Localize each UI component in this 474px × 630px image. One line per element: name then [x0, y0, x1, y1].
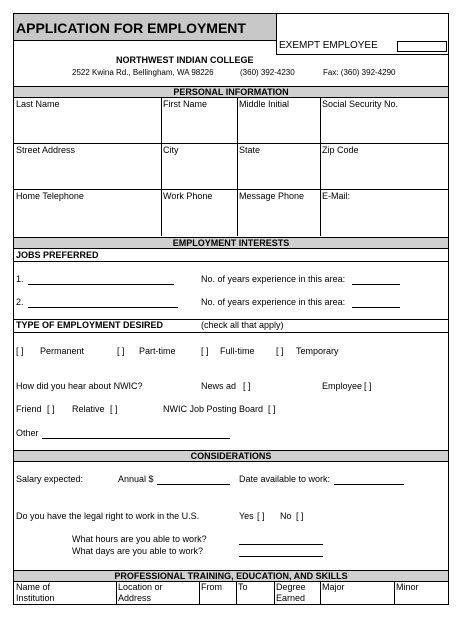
salary-label: Salary expected: [16, 474, 84, 484]
ssn-field[interactable]: Social Security No. [322, 99, 399, 109]
days-field[interactable] [239, 556, 323, 557]
temporary-label: Temporary [296, 346, 339, 356]
job-2-field[interactable] [28, 307, 178, 308]
exempt-checkbox[interactable] [397, 41, 447, 52]
job-2-years-field[interactable] [352, 307, 400, 308]
relative-checkbox[interactable]: [ ] [110, 404, 118, 414]
street-address-field[interactable]: Street Address [16, 145, 76, 155]
check-all-note: (check all that apply) [201, 320, 284, 330]
col-institution: Name of Institution [16, 582, 55, 603]
col-to: To [238, 582, 248, 592]
last-name-field[interactable]: Last Name [16, 99, 60, 109]
yes-label: Yes [239, 511, 254, 521]
friend-checkbox[interactable]: [ ] [47, 404, 55, 414]
friend-label: Friend [16, 404, 42, 414]
job-1-label: 1. [16, 274, 24, 284]
message-phone-field[interactable]: Message Phone [239, 191, 305, 201]
hours-label: What hours are you able to work? [72, 534, 207, 544]
permanent-label: Permanent [40, 346, 85, 356]
job-posting-label: NWIC Job Posting Board [163, 404, 264, 414]
job-1-years-field[interactable] [352, 284, 400, 285]
legal-right-label: Do you have the legal right to work in the U.S. [16, 511, 200, 521]
email-field[interactable]: E-Mail: [322, 191, 351, 201]
job-2-label: 2. [16, 297, 24, 307]
news-ad-checkbox[interactable]: [ ] [243, 381, 251, 391]
other-label: Other [16, 428, 39, 438]
col-location: Location or Address [118, 582, 163, 603]
employment-application-form [13, 13, 449, 605]
no-label: No [280, 511, 292, 521]
form-title: APPLICATION FOR EMPLOYMENT [16, 20, 246, 36]
full-time-checkbox[interactable]: [ ] [201, 346, 209, 356]
job-2-years-label: No. of years experience in this area: [201, 297, 346, 307]
college-name: NORTHWEST INDIAN COLLEGE [116, 55, 254, 65]
first-name-field[interactable]: First Name [163, 99, 208, 109]
exempt-employee-label: EXEMPT EMPLOYEE [279, 40, 378, 51]
news-ad-label: News ad [201, 381, 237, 391]
part-time-checkbox[interactable]: [ ] [117, 346, 125, 356]
hours-field[interactable] [239, 544, 323, 545]
exempt-employee-box [276, 40, 449, 55]
jobs-preferred-label: JOBS PREFERRED [16, 250, 99, 260]
zip-code-field[interactable]: Zip Code [322, 145, 359, 155]
employee-checkbox[interactable]: [ ] [364, 381, 372, 391]
title-banner [14, 14, 277, 41]
col-from: From [201, 582, 222, 592]
college-address: 2522 Kwina Rd., Bellingham, WA 98226 [72, 68, 214, 77]
college-fax: Fax: (360) 392-4290 [323, 68, 396, 77]
section-personal-information: PERSONAL INFORMATION [14, 86, 448, 98]
job-1-years-label: No. of years experience in this area: [201, 274, 346, 284]
section-employment-interests: EMPLOYMENT INTERESTS [14, 237, 448, 249]
no-checkbox[interactable]: [ ] [296, 511, 304, 521]
type-of-employment-label: TYPE OF EMPLOYMENT DESIRED [16, 320, 164, 330]
hear-about-label: How did you hear about NWIC? [16, 381, 143, 391]
job-1-field[interactable] [28, 284, 174, 285]
work-phone-field[interactable]: Work Phone [163, 191, 213, 201]
permanent-checkbox[interactable]: [ ] [16, 346, 24, 356]
full-time-label: Full-time [220, 346, 255, 356]
college-phone: (360) 392-4230 [240, 68, 295, 77]
days-label: What days are you able to work? [72, 546, 204, 556]
other-field[interactable] [42, 438, 230, 439]
date-available-label: Date available to work: [239, 474, 331, 484]
temporary-checkbox[interactable]: [ ] [276, 346, 284, 356]
yes-checkbox[interactable]: [ ] [257, 511, 265, 521]
col-major: Major [322, 582, 345, 592]
part-time-label: Part-time [139, 346, 176, 356]
middle-initial-field[interactable]: Middle Initial [239, 99, 290, 109]
date-available-field[interactable] [334, 484, 404, 485]
relative-label: Relative [72, 404, 105, 414]
city-field[interactable]: City [163, 145, 179, 155]
employee-label: Employee [322, 381, 363, 391]
section-considerations: CONSIDERATIONS [14, 450, 448, 462]
section-professional-training: PROFESSIONAL TRAINING, EDUCATION, AND SKILLS [14, 570, 448, 582]
annual-label: Annual $ [118, 474, 154, 484]
home-telephone-field[interactable]: Home Telephone [16, 191, 84, 201]
col-minor: Minor [396, 582, 419, 592]
col-degree: Degree Earned [276, 582, 306, 603]
state-field[interactable]: State [239, 145, 261, 155]
job-posting-checkbox[interactable]: [ ] [268, 404, 276, 414]
annual-salary-field[interactable] [157, 484, 230, 485]
